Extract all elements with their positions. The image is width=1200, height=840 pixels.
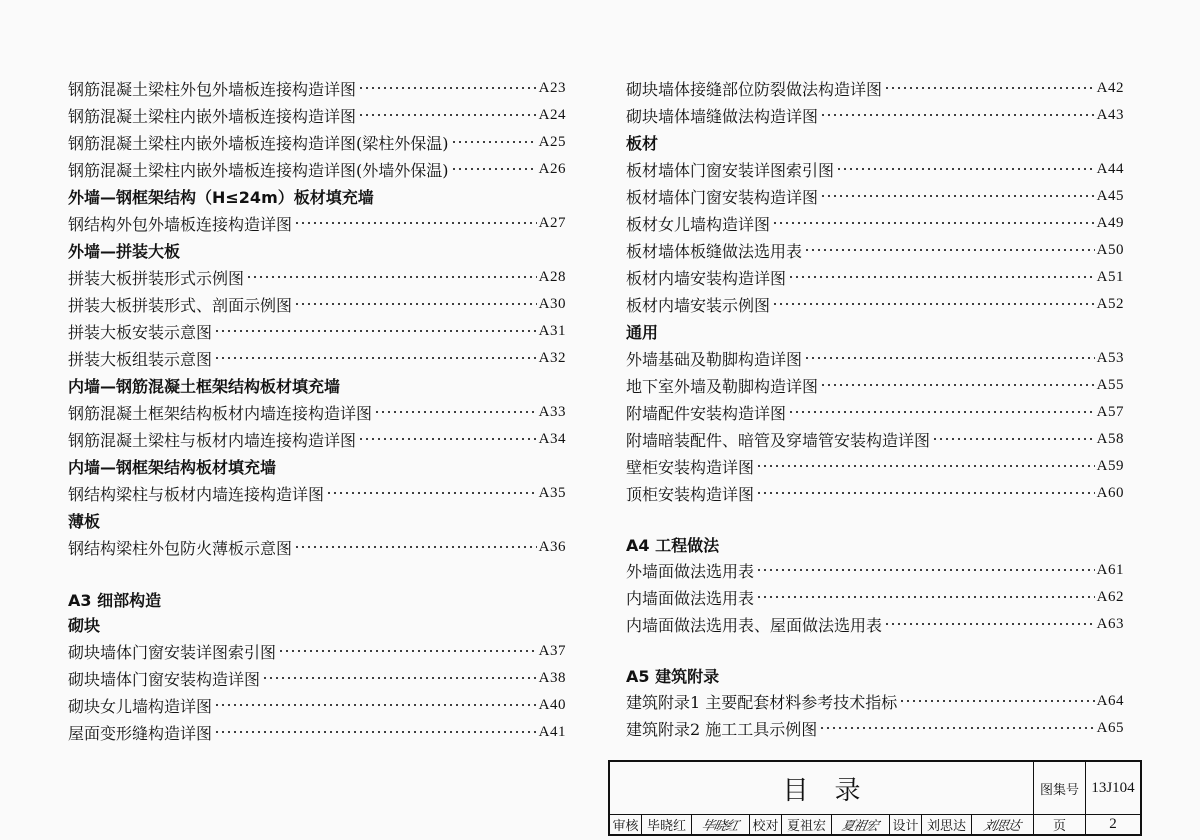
heading-text: 内墙—钢框架结构板材填充墙 <box>68 457 277 477</box>
toc-entry <box>68 426 566 452</box>
leader-dots <box>214 704 537 706</box>
heading-text: 外墙—拼装大板 <box>68 241 181 261</box>
toc-entry <box>626 480 1124 506</box>
leader-dots <box>756 465 1095 467</box>
toc-entry <box>626 156 1124 182</box>
leader-dots <box>804 249 1095 251</box>
entry-page: A50 <box>1096 241 1124 258</box>
leader-dots <box>819 727 1094 729</box>
toc-entry <box>68 665 566 691</box>
entry-page: A57 <box>1096 403 1124 420</box>
chapter-heading <box>626 662 1124 688</box>
heading-text: 薄板 <box>68 511 101 531</box>
leader-dots <box>278 650 537 652</box>
toc-entry <box>68 480 566 506</box>
checker-signature: 夏祖宏 <box>832 814 890 834</box>
toc-entry <box>626 426 1124 452</box>
toc-entry <box>68 291 566 317</box>
leader-dots <box>358 114 537 116</box>
leader-dots <box>374 411 537 413</box>
entry-page: A45 <box>1096 187 1124 204</box>
toc-entry <box>626 584 1124 610</box>
entry-page: A65 <box>1096 719 1124 736</box>
toc-entry <box>68 102 566 128</box>
toc-entry <box>68 638 566 664</box>
toc-entry <box>626 372 1124 398</box>
heading-text: 砌块 <box>68 615 101 635</box>
entry-page: A23 <box>538 79 566 96</box>
leader-dots <box>451 141 537 143</box>
toc-entry <box>626 345 1124 371</box>
entry-page: A51 <box>1096 268 1124 285</box>
entry-title: 附墙暗装配件、暗管及穿墙管安装构造详图 <box>626 430 931 450</box>
entry-title: 板材墙体板缝做法选用表 <box>626 241 803 261</box>
entry-title: 砌块墙体接缝部位防裂做法构造详图 <box>626 79 883 99</box>
entry-page: A36 <box>538 538 566 555</box>
entry-page: A37 <box>538 642 566 659</box>
designer-signature: 刘思达 <box>972 814 1034 834</box>
heading-text: 外墙—钢框架结构（H≤24m）板材填充墙 <box>68 187 374 207</box>
entry-title: 钢结构梁柱与板材内墙连接构造详图 <box>68 484 325 504</box>
leader-dots <box>214 330 537 332</box>
entry-title: 壁柜安装构造详图 <box>626 457 755 477</box>
entry-page: A27 <box>538 214 566 231</box>
entry-page: A41 <box>538 723 566 740</box>
entry-title: 钢筋混凝土梁柱外包外墙板连接构造详图 <box>68 79 357 99</box>
toc-entry <box>68 156 566 182</box>
atlas-number: 13J104 <box>1091 779 1135 796</box>
entry-title: 建筑附录2 施工工具示例图 <box>626 719 818 739</box>
toc-entry <box>626 183 1124 209</box>
leader-dots <box>756 569 1095 571</box>
toc-entry <box>626 75 1124 101</box>
entry-page: A34 <box>538 430 566 447</box>
toc-entry <box>68 399 566 425</box>
entry-page: A62 <box>1096 588 1124 605</box>
leader-dots <box>451 168 537 170</box>
section-heading <box>68 453 566 479</box>
leader-dots <box>788 411 1095 413</box>
entry-page: A63 <box>1096 615 1124 632</box>
checker-name: 夏祖宏 <box>782 814 832 834</box>
leader-dots <box>756 492 1095 494</box>
section-heading <box>68 372 566 398</box>
entry-title: 附墙配件安装构造详图 <box>626 403 787 423</box>
heading-text: A5 建筑附录 <box>626 666 720 686</box>
entry-title: 砌块墙体门窗安装详图索引图 <box>68 642 277 662</box>
heading-text: 通用 <box>626 322 659 342</box>
entry-page: A31 <box>538 322 566 339</box>
entry-title: 屋面变形缝构造详图 <box>68 723 213 743</box>
entry-title: 内墙面做法选用表、屋面做法选用表 <box>626 615 883 635</box>
entry-page: A53 <box>1096 349 1124 366</box>
page-number: 2 <box>1109 815 1117 832</box>
entry-title: 钢结构梁柱外包防火薄板示意图 <box>68 538 293 558</box>
leader-dots <box>820 114 1095 116</box>
leader-dots <box>358 438 537 440</box>
entry-page: A28 <box>538 268 566 285</box>
title-block-top-row <box>610 762 1140 815</box>
entry-title: 外墙基础及勒脚构造详图 <box>626 349 803 369</box>
entry-page: A55 <box>1096 376 1124 393</box>
leader-dots <box>262 677 537 679</box>
entry-page: A64 <box>1096 692 1124 709</box>
leader-dots <box>804 357 1095 359</box>
heading-text: 内墙—钢筋混凝土框架结构板材填充墙 <box>68 376 341 396</box>
leader-dots <box>932 438 1095 440</box>
leader-dots <box>294 303 537 305</box>
leader-dots <box>884 87 1095 89</box>
toc-entry <box>626 557 1124 583</box>
entry-title: 地下室外墙及勒脚构造详图 <box>626 376 819 396</box>
toc-entry <box>68 210 566 236</box>
entry-title: 砌块墙体墙缝做法构造详图 <box>626 106 819 126</box>
leader-dots <box>899 700 1094 702</box>
entry-title: 板材墙体门窗安装构造详图 <box>626 187 819 207</box>
design-label: 设计 <box>890 814 922 834</box>
entry-page: A40 <box>538 696 566 713</box>
leader-dots <box>788 276 1095 278</box>
leader-dots <box>820 384 1095 386</box>
entry-title: 钢筋混凝土梁柱内嵌外墙板连接构造详图(外墙外保温) <box>68 160 449 180</box>
toc-entry <box>626 453 1124 479</box>
toc-entry <box>626 102 1124 128</box>
toc-entry <box>626 688 1124 714</box>
entry-title: 砌块女儿墙构造详图 <box>68 696 213 716</box>
entry-title: 建筑附录1 主要配套材料参考技术指标 <box>626 692 898 712</box>
entry-title: 拼装大板组装示意图 <box>68 349 213 369</box>
section-heading <box>626 318 1124 344</box>
designer-name: 刘思达 <box>922 814 972 834</box>
toc-entry <box>626 210 1124 236</box>
entry-page: A42 <box>1096 79 1124 96</box>
entry-title: 钢筋混凝土框架结构板材内墙连接构造详图 <box>68 403 373 423</box>
leader-dots <box>294 546 537 548</box>
entry-title: 钢筋混凝土梁柱内嵌外墙板连接构造详图 <box>68 106 357 126</box>
entry-title: 拼装大板安装示意图 <box>68 322 213 342</box>
toc-entry <box>68 534 566 560</box>
entry-page: A44 <box>1096 160 1124 177</box>
entry-page: A49 <box>1096 214 1124 231</box>
toc-entry <box>68 692 566 718</box>
entry-title: 钢筋混凝土梁柱内嵌外墙板连接构造详图(梁柱外保温) <box>68 133 449 153</box>
toc-entry <box>68 75 566 101</box>
toc-entry <box>68 264 566 290</box>
entry-title: 砌块墙体门窗安装构造详图 <box>68 669 261 689</box>
chapter-heading <box>626 531 1124 557</box>
entry-page: A35 <box>538 484 566 501</box>
reviewer-name: 毕晓红 <box>642 814 692 834</box>
toc-entry <box>68 318 566 344</box>
atlas-number-label: 图集号 <box>1034 762 1086 814</box>
entry-page: A58 <box>1096 430 1124 447</box>
heading-text: A3 细部构造 <box>68 590 162 610</box>
entry-page: A38 <box>538 669 566 686</box>
check-label: 校对 <box>750 814 782 834</box>
entry-page: A60 <box>1096 484 1124 501</box>
chapter-heading <box>68 586 566 612</box>
entry-page: A24 <box>538 106 566 123</box>
entry-title: 内墙面做法选用表 <box>626 588 755 608</box>
page-label: 页 <box>1034 814 1086 834</box>
entry-page: A26 <box>538 160 566 177</box>
leader-dots <box>772 222 1095 224</box>
entry-title: 板材内墙安装示例图 <box>626 295 771 315</box>
toc-entry <box>68 345 566 371</box>
leader-dots <box>836 168 1095 170</box>
toc-entry <box>626 715 1124 741</box>
entry-title: 外墙面做法选用表 <box>626 561 755 581</box>
toc-entry <box>68 129 566 155</box>
entry-page: A52 <box>1096 295 1124 312</box>
leader-dots <box>214 731 537 733</box>
entry-page: A61 <box>1096 561 1124 578</box>
section-heading <box>68 507 566 533</box>
entry-title: 钢结构外包外墙板连接构造详图 <box>68 214 293 234</box>
entry-page: A33 <box>538 403 566 420</box>
leader-dots <box>294 222 537 224</box>
toc-entry <box>626 611 1124 637</box>
leader-dots <box>820 195 1095 197</box>
toc-entry <box>68 719 566 745</box>
heading-text: 板材 <box>626 133 659 153</box>
entry-page: A59 <box>1096 457 1124 474</box>
title-block-signature-row <box>610 814 1140 834</box>
entry-title: 板材墙体门窗安装详图索引图 <box>626 160 835 180</box>
section-heading <box>68 237 566 263</box>
leader-dots <box>358 87 537 89</box>
entry-title: 顶柜安装构造详图 <box>626 484 755 504</box>
section-heading <box>68 611 566 637</box>
drawing-title: 目录 <box>610 762 1034 814</box>
entry-page: A25 <box>538 133 566 150</box>
toc-entry <box>626 291 1124 317</box>
leader-dots <box>246 276 537 278</box>
entry-title: 钢筋混凝土梁柱与板材内墙连接构造详图 <box>68 430 357 450</box>
section-heading <box>68 183 566 209</box>
entry-page: A30 <box>538 295 566 312</box>
entry-title: 拼装大板拼装形式、剖面示例图 <box>68 295 293 315</box>
entry-title: 拼装大板拼装形式示例图 <box>68 268 245 288</box>
toc-entry <box>626 399 1124 425</box>
review-label: 审核 <box>610 814 642 834</box>
leader-dots <box>756 596 1095 598</box>
section-heading <box>626 129 1124 155</box>
toc-entry <box>626 264 1124 290</box>
entry-page: A43 <box>1096 106 1124 123</box>
toc-entry <box>626 237 1124 263</box>
leader-dots <box>884 623 1095 625</box>
leader-dots <box>772 303 1095 305</box>
entry-page: A32 <box>538 349 566 366</box>
title-block <box>608 760 1142 836</box>
leader-dots <box>214 357 537 359</box>
heading-text: A4 工程做法 <box>626 535 720 555</box>
reviewer-signature: 毕晓红 <box>692 814 750 834</box>
entry-title: 板材内墙安装构造详图 <box>626 268 787 288</box>
leader-dots <box>326 492 537 494</box>
entry-title: 板材女儿墙构造详图 <box>626 214 771 234</box>
